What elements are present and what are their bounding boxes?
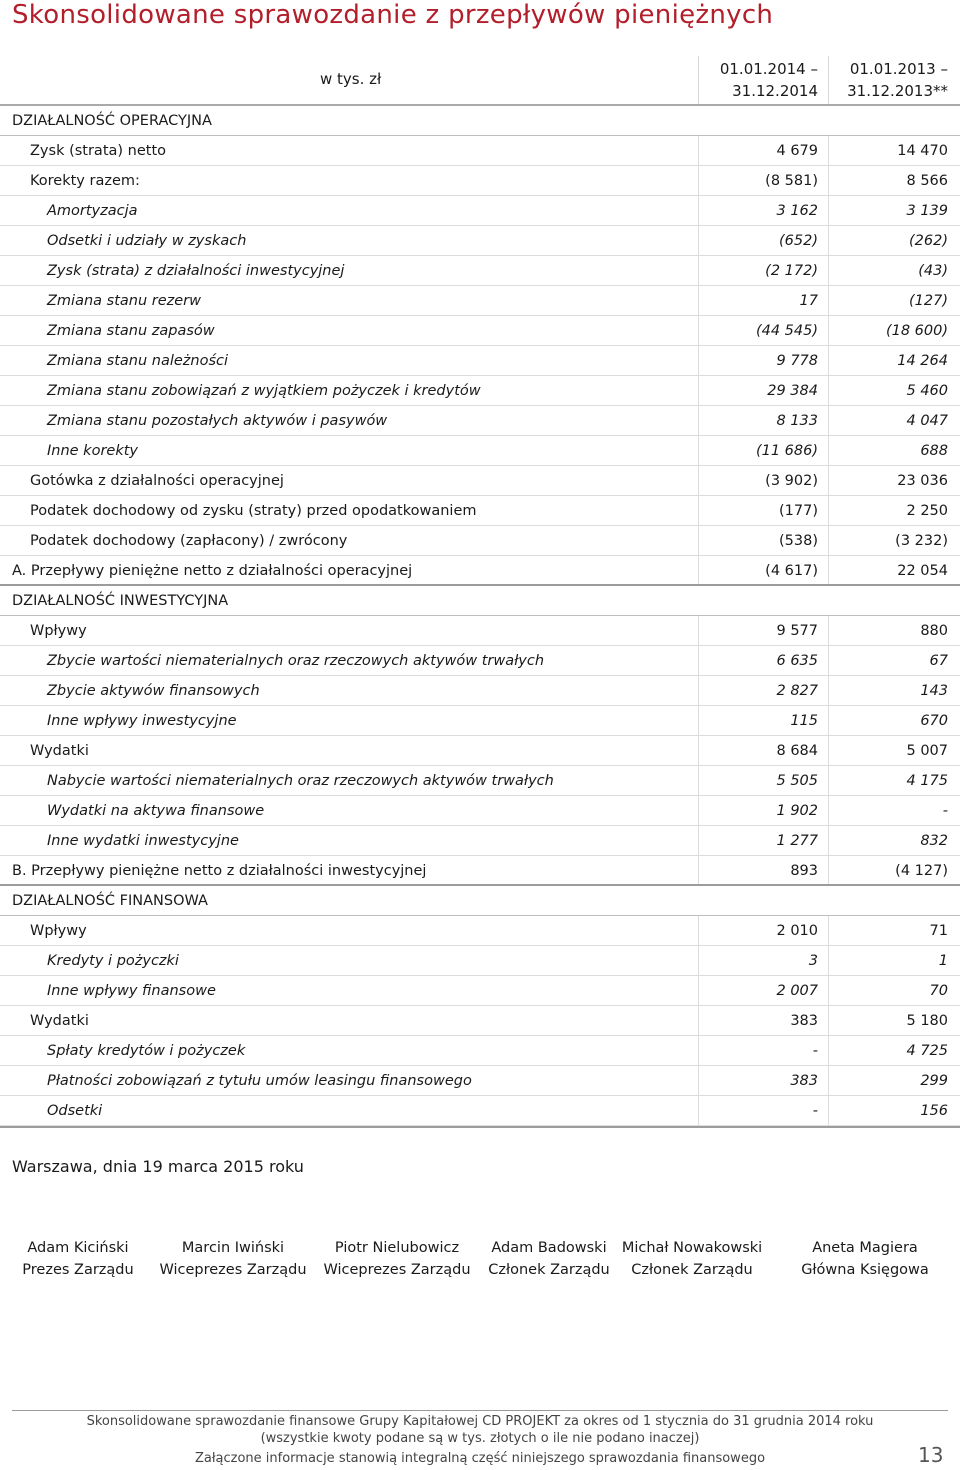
row-label: Wpływy [30,923,87,939]
page-number: 13 [918,1443,944,1467]
value-2014: 1 277 [698,826,828,855]
value-2014: 1 902 [698,796,828,825]
table-row [0,1006,960,1036]
value-2014: 4 679 [698,136,828,165]
signatory [602,1237,782,1281]
value-2014: - [698,1036,828,1065]
value-2013: 67 [828,646,958,675]
row-label: Nabycie wartości niematerialnych oraz rzeczowych aktywów trwałych [47,773,554,789]
signatory-role: Wiceprezes Zarządu [323,1262,471,1278]
value-2013: (4 127) [828,856,958,884]
table-row [0,766,960,796]
row-label: B. Przepływy pieniężne netto z działalności inwestycyjnej [12,863,427,879]
value-2014: 3 [698,946,828,975]
footer-line-3: Załączone informacje stanowią integralną część niniejszego sprawozdania finansowego [194,1451,766,1466]
table-row [0,676,960,706]
value-2013 [828,106,958,135]
value-2013: 4 175 [828,766,958,795]
value-2014: (44 545) [698,316,828,345]
cash-flow-table [0,56,960,1128]
table-row [0,466,960,496]
row-label: Gotówka z działalności operacyjnej [30,473,284,489]
signatory-role: Wiceprezes Zarządu [159,1262,307,1278]
value-2014: 383 [698,1066,828,1095]
row-label: Spłaty kredytów i pożyczek [47,1043,246,1059]
value-2014: (3 902) [698,466,828,495]
table-row [0,226,960,256]
table-row [0,346,960,376]
value-2014: (11 686) [698,436,828,465]
table-row [0,976,960,1006]
value-2014: 893 [698,856,828,884]
page-title: Skonsolidowane sprawozdanie z przepływów pieniężnych [12,0,774,30]
footer-divider [12,1410,948,1411]
table-row [0,706,960,736]
table-row [0,436,960,466]
row-label: DZIAŁALNOŚĆ OPERACYJNA [12,113,212,129]
value-2013: 2 250 [828,496,958,525]
table-row [0,526,960,556]
value-2013: 4 725 [828,1036,958,1065]
value-2013: 14 264 [828,346,958,375]
value-2014: 5 505 [698,766,828,795]
value-2014: (4 617) [698,556,828,584]
value-2013: 688 [828,436,958,465]
row-label: Podatek dochodowy (zapłacony) / zwrócony [30,533,348,549]
value-2014: - [698,1096,828,1125]
value-2013: (18 600) [828,316,958,345]
row-label: Zbycie aktywów finansowych [47,683,260,699]
table-row [0,796,960,826]
value-2014: 2 827 [698,676,828,705]
value-2013: 880 [828,616,958,645]
value-2014 [698,886,828,915]
row-label: Wydatki [30,743,89,759]
row-label: Podatek dochodowy od zysku (straty) przed opodatkowaniem [30,503,477,519]
total-row [0,556,960,586]
value-2013: 143 [828,676,958,705]
table-row [0,376,960,406]
value-2014: 3 162 [698,196,828,225]
table-row [0,646,960,676]
row-label: Zmiana stanu rezerw [47,293,202,309]
value-2014: 9 577 [698,616,828,645]
row-label: Zysk (strata) netto [30,143,167,159]
value-2013: 670 [828,706,958,735]
unit-label: w tys. zł [320,70,382,88]
row-label: Wydatki na aktywa finansowe [47,803,265,819]
row-label: DZIAŁALNOŚĆ INWESTYCYJNA [12,593,229,609]
footer-line-2: (wszystkie kwoty podane są w tys. złotych o ile nie podano inaczej) [260,1431,700,1446]
row-label: Inne wydatki inwestycyjne [47,833,239,849]
row-label: Korekty razem: [30,173,140,189]
table-row [0,256,960,286]
place-and-date: Warszawa, dnia 19 marca 2015 roku [12,1157,304,1176]
value-2014: 115 [698,706,828,735]
signatory-name: Michał Nowakowski [621,1240,763,1256]
signatory [143,1237,323,1281]
table-row [0,826,960,856]
value-2013: 4 047 [828,406,958,435]
value-2014: 2 010 [698,916,828,945]
value-2014: (8 581) [698,166,828,195]
row-label: Zmiana stanu zobowiązań z wyjątkiem pożyczek i kredytów [47,383,481,399]
value-2014: (2 172) [698,256,828,285]
table-row [0,496,960,526]
signatory-name: Adam Kiciński [27,1240,129,1256]
signatory-name: Marcin Iwiński [181,1240,285,1256]
footer-line-1: Skonsolidowane sprawozdanie finansowe Grupy Kapitałowej CD PROJEKT za okres od 1 stycznia do 31 grudnia 2014 roku [86,1414,874,1429]
row-label: Odsetki i udziały w zyskach [47,233,247,249]
table-row [0,136,960,166]
section-header-row [0,106,960,136]
signatory-name: Adam Badowski [491,1240,607,1256]
table-row [0,916,960,946]
value-2014: (538) [698,526,828,555]
section-header-row [0,886,960,916]
row-label: Inne wpływy inwestycyjne [47,713,237,729]
row-label: DZIAŁALNOŚĆ FINANSOWA [12,893,208,909]
row-label: Wydatki [30,1013,89,1029]
value-2014: 6 635 [698,646,828,675]
value-2014: 8 133 [698,406,828,435]
value-2014 [698,586,828,615]
row-label: Odsetki [47,1103,103,1119]
table-row [0,1036,960,1066]
value-2014: 17 [698,286,828,315]
value-2013: - [828,796,958,825]
value-2014: 8 684 [698,736,828,765]
signatory-role: Prezes Zarządu [22,1262,134,1278]
value-2014: (177) [698,496,828,525]
value-2013: (127) [828,286,958,315]
row-label: A. Przepływy pieniężne netto z działalności operacyjnej [12,563,413,579]
table-row [0,946,960,976]
table-header [0,56,960,106]
value-2013 [828,586,958,615]
value-2013: 156 [828,1096,958,1125]
row-label: Zmiana stanu zapasów [47,323,215,339]
table-row [0,166,960,196]
value-2013: 3 139 [828,196,958,225]
table-row [0,1096,960,1126]
row-label: Płatności zobowiązań z tytułu umów leasingu finansowego [47,1073,472,1089]
table-body [0,106,960,1126]
table-row [0,406,960,436]
signatory-name: Aneta Magiera [812,1240,918,1256]
row-label: Amortyzacja [47,203,138,219]
table-row [0,196,960,226]
value-2014: (652) [698,226,828,255]
row-label: Zmiana stanu należności [47,353,229,369]
value-2013: 8 566 [828,166,958,195]
table-row [0,1066,960,1096]
value-2013 [828,886,958,915]
value-2013: 22 054 [828,556,958,584]
row-label: Inne korekty [47,443,139,459]
value-2014: 2 007 [698,976,828,1005]
value-2014: 383 [698,1006,828,1035]
signatory-role: Członek Zarządu [631,1262,753,1278]
table-bottom-rule [0,1126,960,1128]
table-row [0,736,960,766]
value-2013: 5 180 [828,1006,958,1035]
row-label: Zbycie wartości niematerialnych oraz rzeczowych aktywów trwałych [47,653,545,669]
signatory-role: Członek Zarządu [488,1262,610,1278]
value-2013: 70 [828,976,958,1005]
row-label: Wpływy [30,623,87,639]
table-row [0,616,960,646]
row-label: Inne wpływy finansowe [47,983,216,999]
value-2013: (3 232) [828,526,958,555]
value-2013: 14 470 [828,136,958,165]
column-header-2014: 01.01.2014 – 31.12.2014 [698,56,828,104]
value-2013: 832 [828,826,958,855]
column-header-2013: 01.01.2013 – 31.12.2013** [828,56,958,104]
value-2014 [698,106,828,135]
value-2013: 23 036 [828,466,958,495]
value-2013: (262) [828,226,958,255]
value-2013: (43) [828,256,958,285]
signatory-role: Główna Księgowa [801,1262,929,1278]
value-2013: 71 [828,916,958,945]
table-row [0,316,960,346]
section-header-row [0,586,960,616]
row-label: Zmiana stanu pozostałych aktywów i pasywów [47,413,388,429]
value-2013: 1 [828,946,958,975]
table-row [0,286,960,316]
row-label: Kredyty i pożyczki [47,953,179,969]
value-2014: 29 384 [698,376,828,405]
value-2014: 9 778 [698,346,828,375]
value-2013: 5 460 [828,376,958,405]
value-2013: 5 007 [828,736,958,765]
value-2013: 299 [828,1066,958,1095]
total-row [0,856,960,886]
signatory [775,1237,955,1281]
row-label: Zysk (strata) z działalności inwestycyjnej [47,263,345,279]
signatory-name: Piotr Nielubowicz [334,1240,460,1256]
